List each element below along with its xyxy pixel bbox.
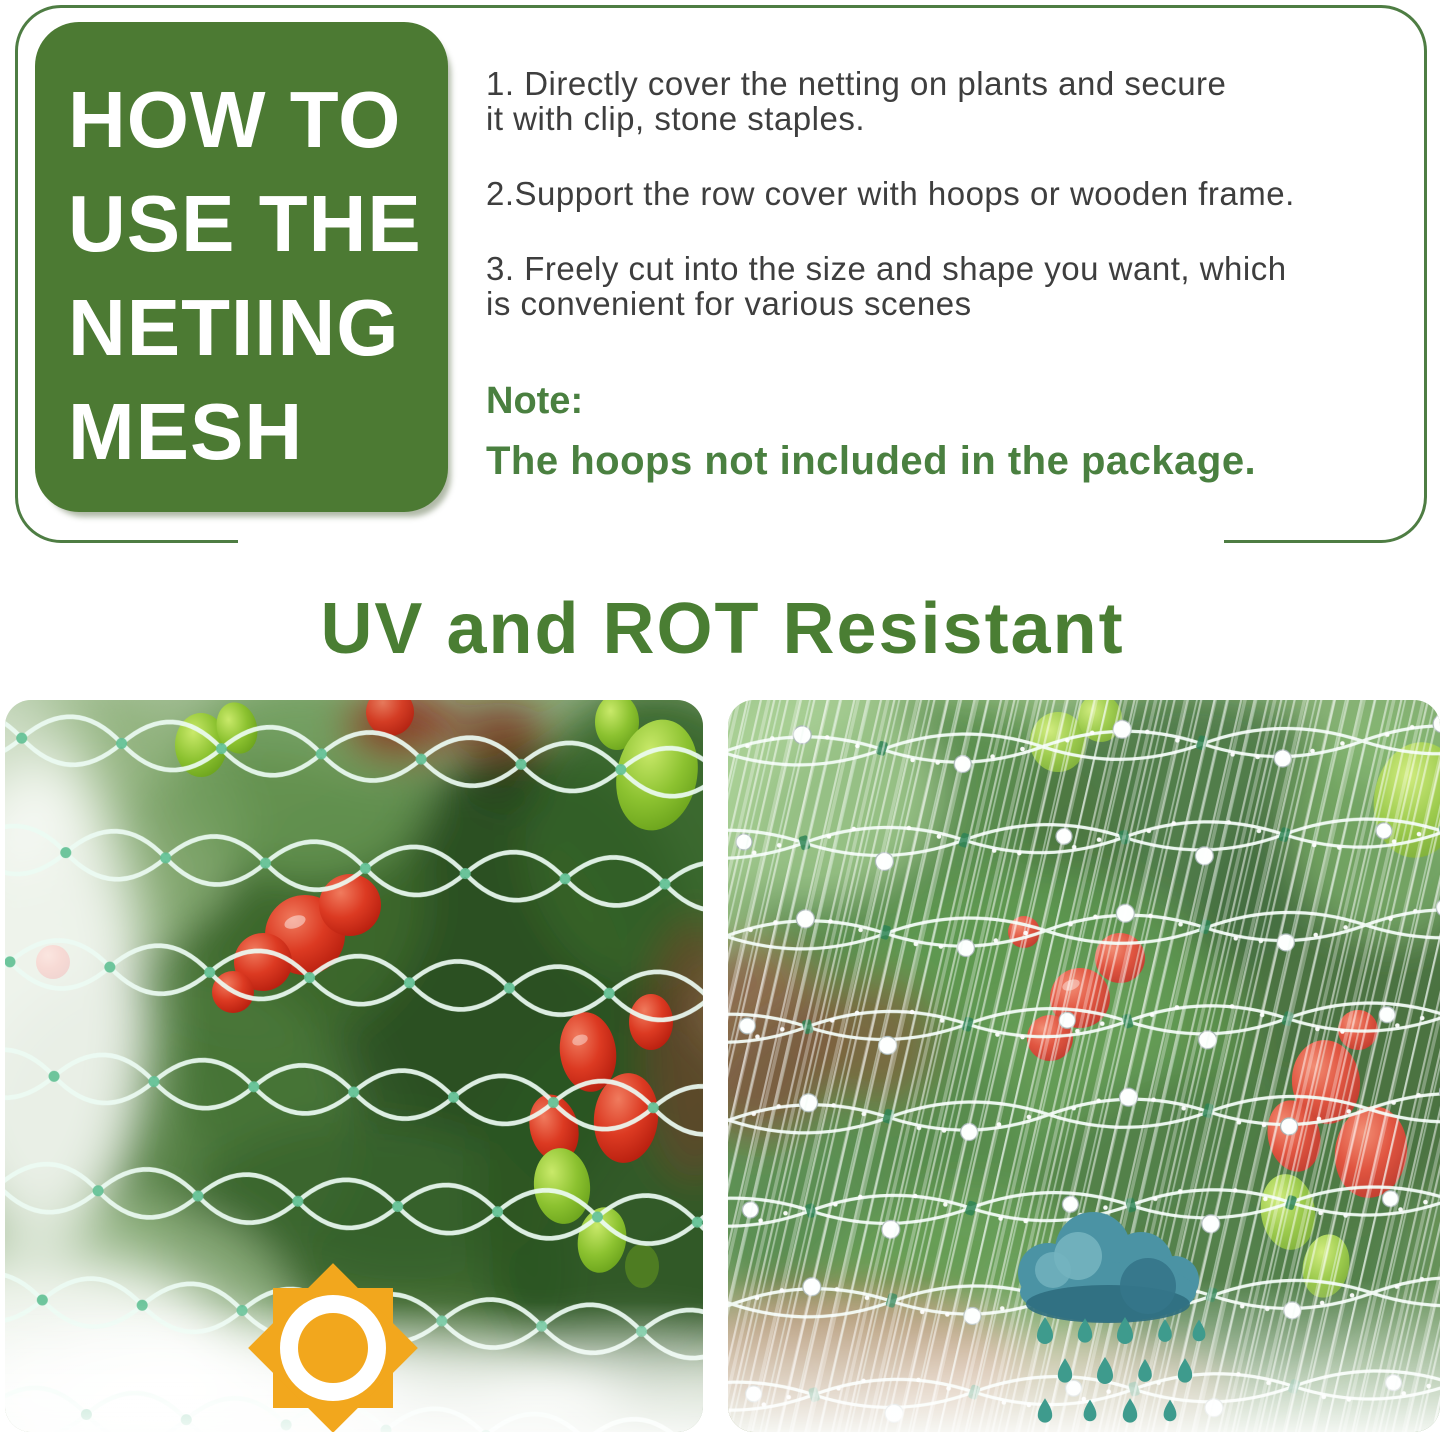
section-heading: UV and ROT Resistant (320, 589, 1125, 669)
title-line-1: HOW TO (68, 75, 402, 164)
step-3-line-2: is convenient for various scenes (486, 285, 972, 322)
step-1-line-2: it with clip, stone staples. (486, 100, 865, 137)
instruction-steps (486, 66, 1436, 361)
photo-netting-sun (5, 700, 703, 1432)
note-text: The hoops not included in the package. (486, 439, 1257, 483)
frame-outline-gap (238, 534, 1224, 548)
step-3-line-1: 3. Freely cut into the size and shape you want, which (486, 250, 1287, 287)
title-line-2: USE THE (68, 179, 422, 268)
photo-netting-rain-art (728, 700, 1440, 1432)
sun-icon (248, 1263, 418, 1432)
note-label: Note: (486, 380, 584, 422)
step-2-line-1: 2.Support the row cover with hoops or wooden frame. (486, 175, 1295, 212)
step-1 (486, 66, 1436, 136)
step-2 (486, 176, 1436, 211)
step-3 (486, 251, 1436, 321)
note-block (486, 380, 1256, 484)
title-line-4: MESH (68, 387, 304, 476)
title-card (35, 22, 448, 512)
step-1-line-1: 1. Directly cover the netting on plants and secure (486, 65, 1227, 102)
photo-netting-sun-art (5, 700, 703, 1432)
photo-netting-rain (728, 700, 1440, 1432)
title-line-3: NETIING (68, 283, 400, 372)
